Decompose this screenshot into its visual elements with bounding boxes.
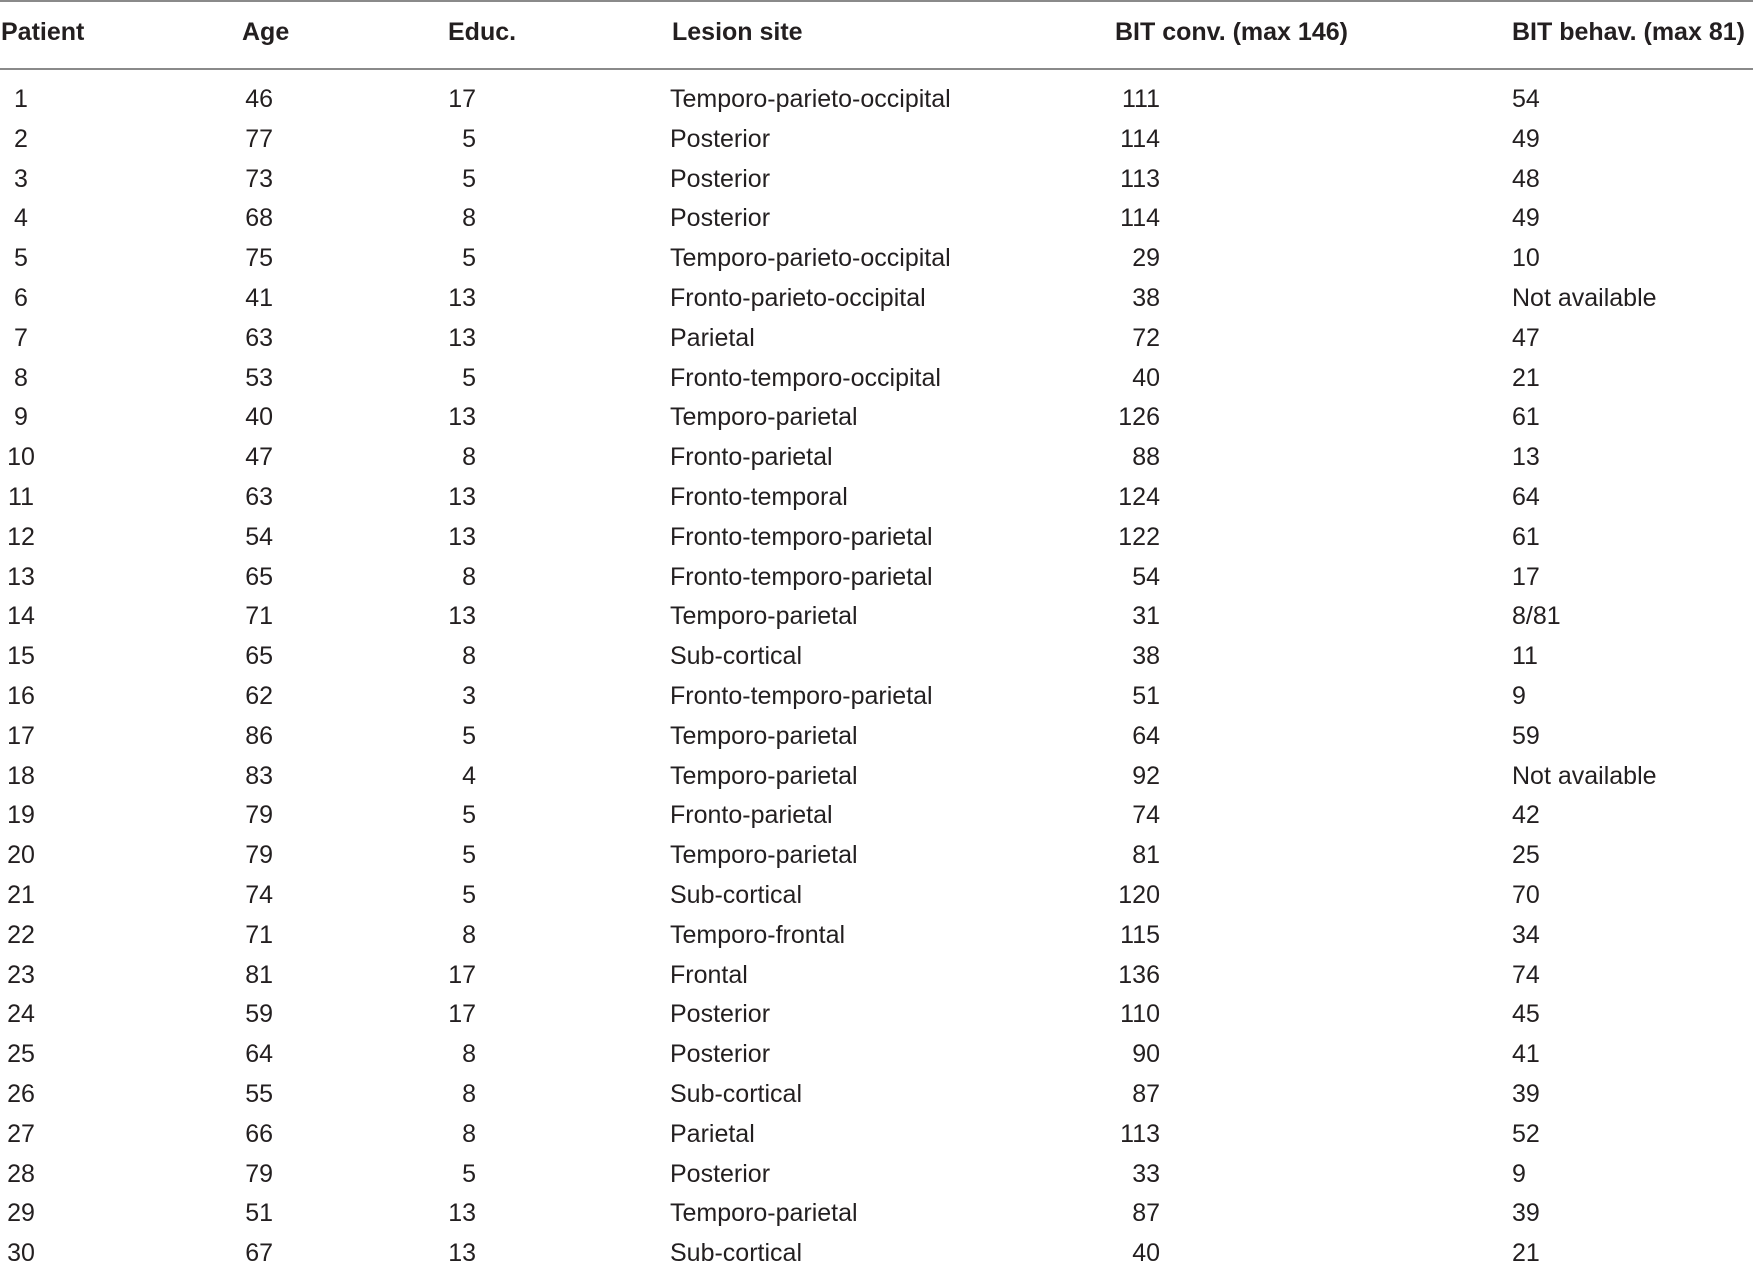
table-top-rule <box>0 0 1753 2</box>
cell-bit-conventional: 38 <box>1132 283 1160 312</box>
cell-education: 8 <box>462 1040 476 1069</box>
table-row <box>0 757 1753 797</box>
header-education: Educ. <box>448 18 517 46</box>
cell-age: 65 <box>245 642 273 671</box>
cell-education: 5 <box>462 721 476 750</box>
cell-patient: 24 <box>7 1000 35 1029</box>
cell-lesion-site: Temporo-parietal <box>670 841 858 870</box>
cell-patient: 19 <box>7 801 35 830</box>
cell-bit-conventional: 31 <box>1132 602 1160 631</box>
cell-age: 71 <box>245 602 273 631</box>
table-row <box>0 319 1753 359</box>
cell-bit-behavioural: 21 <box>1512 1239 1540 1268</box>
table-row <box>0 478 1753 518</box>
cell-lesion-site: Fronto-temporo-occipital <box>670 363 941 392</box>
cell-education: 5 <box>462 841 476 870</box>
cell-bit-behavioural: 70 <box>1512 880 1540 909</box>
cell-patient: 1 <box>14 85 28 113</box>
header-bit-conventional: BIT conv. (max 146) <box>1115 18 1348 46</box>
cell-lesion-site: Temporo-parieto-occipital <box>670 85 951 113</box>
cell-age: 79 <box>245 841 273 870</box>
cell-bit-conventional: 33 <box>1132 1159 1160 1188</box>
cell-age: 73 <box>245 164 273 193</box>
cell-age: 55 <box>245 1079 273 1108</box>
cell-bit-behavioural: 52 <box>1512 1119 1540 1148</box>
cell-bit-behavioural: 74 <box>1512 960 1540 989</box>
cell-patient: 17 <box>7 721 35 750</box>
cell-bit-conventional: 110 <box>1120 1000 1160 1029</box>
cell-age: 71 <box>245 920 273 949</box>
cell-education: 5 <box>462 244 476 273</box>
cell-bit-behavioural: 11 <box>1512 642 1538 671</box>
cell-bit-behavioural: Not available <box>1512 761 1657 790</box>
cell-lesion-site: Sub-cortical <box>670 880 802 909</box>
cell-bit-conventional: 120 <box>1118 880 1160 909</box>
cell-bit-behavioural: 48 <box>1512 164 1540 193</box>
cell-bit-conventional: 113 <box>1120 1119 1160 1148</box>
table-header-rule <box>0 68 1753 70</box>
cell-lesion-site: Fronto-temporal <box>670 482 848 511</box>
cell-patient: 12 <box>7 522 35 551</box>
cell-age: 47 <box>245 443 273 472</box>
cell-bit-behavioural: Not available <box>1512 283 1657 312</box>
cell-lesion-site: Posterior <box>670 204 771 233</box>
cell-bit-conventional: 114 <box>1120 124 1160 153</box>
table-header-row <box>0 10 1753 54</box>
cell-lesion-site: Fronto-parietal <box>670 443 833 472</box>
cell-patient: 22 <box>7 920 35 949</box>
cell-age: 86 <box>245 721 273 750</box>
cell-education: 8 <box>462 204 476 233</box>
cell-education: 13 <box>448 482 476 511</box>
cell-education: 8 <box>462 1079 476 1108</box>
cell-education: 13 <box>448 522 476 551</box>
cell-bit-conventional: 81 <box>1132 841 1160 870</box>
cell-education: 5 <box>462 363 476 392</box>
cell-education: 4 <box>462 761 476 790</box>
cell-education: 17 <box>448 85 476 113</box>
cell-bit-conventional: 40 <box>1132 363 1160 392</box>
cell-patient: 7 <box>14 323 28 352</box>
cell-age: 51 <box>245 1199 273 1228</box>
table-row <box>0 1075 1753 1115</box>
cell-age: 77 <box>245 124 273 153</box>
cell-age: 79 <box>245 801 273 830</box>
cell-lesion-site: Temporo-parietal <box>670 721 858 750</box>
cell-bit-conventional: 114 <box>1120 204 1160 233</box>
cell-age: 53 <box>245 363 273 392</box>
cell-bit-conventional: 29 <box>1132 244 1160 273</box>
cell-bit-behavioural: 25 <box>1512 841 1540 870</box>
table-row <box>0 1234 1753 1274</box>
cell-bit-behavioural: 21 <box>1512 363 1540 392</box>
cell-patient: 4 <box>14 204 28 233</box>
cell-patient: 5 <box>14 244 28 273</box>
table-row <box>0 1155 1753 1195</box>
cell-patient: 8 <box>14 363 28 392</box>
cell-bit-conventional: 92 <box>1132 761 1160 790</box>
cell-bit-behavioural: 54 <box>1512 85 1540 113</box>
table-row <box>0 916 1753 956</box>
cell-patient: 26 <box>7 1079 35 1108</box>
cell-lesion-site: Posterior <box>670 124 771 153</box>
table-row <box>0 876 1753 916</box>
cell-age: 79 <box>245 1159 273 1188</box>
table-body <box>0 80 1753 1274</box>
cell-education: 8 <box>462 920 476 949</box>
cell-age: 83 <box>245 761 273 790</box>
cell-education: 8 <box>462 562 476 591</box>
cell-bit-behavioural: 17 <box>1512 562 1540 591</box>
table-row <box>0 956 1753 996</box>
cell-education: 5 <box>462 880 476 909</box>
table-row <box>0 438 1753 478</box>
cell-patient: 13 <box>7 562 35 591</box>
cell-bit-conventional: 90 <box>1132 1040 1160 1069</box>
cell-bit-behavioural: 47 <box>1512 323 1540 352</box>
cell-lesion-site: Posterior <box>670 1159 771 1188</box>
table-row <box>0 160 1753 200</box>
cell-patient: 20 <box>7 841 35 870</box>
cell-patient: 2 <box>14 124 28 153</box>
cell-bit-behavioural: 10 <box>1512 244 1540 273</box>
table-row <box>0 995 1753 1035</box>
cell-education: 17 <box>448 960 476 989</box>
cell-patient: 6 <box>14 283 28 312</box>
cell-age: 75 <box>245 244 273 273</box>
cell-bit-conventional: 54 <box>1132 562 1160 591</box>
cell-bit-conventional: 72 <box>1132 323 1160 352</box>
cell-bit-behavioural: 49 <box>1512 124 1540 153</box>
cell-bit-conventional: 122 <box>1118 522 1160 551</box>
cell-patient: 30 <box>7 1239 35 1268</box>
table-row <box>0 199 1753 239</box>
cell-patient: 25 <box>7 1040 35 1069</box>
table-row <box>0 120 1753 160</box>
cell-lesion-site: Sub-cortical <box>670 1239 802 1268</box>
cell-age: 74 <box>245 880 273 909</box>
cell-bit-behavioural: 59 <box>1512 721 1540 750</box>
cell-patient: 23 <box>7 960 35 989</box>
cell-patient: 21 <box>7 880 35 909</box>
header-bit-behavioural: BIT behav. (max 81) <box>1512 18 1745 46</box>
cell-lesion-site: Parietal <box>670 1119 755 1148</box>
cell-age: 68 <box>245 204 273 233</box>
cell-education: 13 <box>448 403 476 432</box>
cell-bit-behavioural: 61 <box>1512 403 1540 432</box>
cell-education: 5 <box>462 164 476 193</box>
table-row <box>0 717 1753 757</box>
cell-patient: 16 <box>7 681 35 710</box>
cell-bit-conventional: 38 <box>1132 642 1160 671</box>
cell-lesion-site: Sub-cortical <box>670 1079 802 1108</box>
header-patient: Patient <box>1 18 85 46</box>
cell-education: 13 <box>448 1239 476 1268</box>
cell-bit-behavioural: 64 <box>1512 482 1540 511</box>
table-row <box>0 677 1753 717</box>
cell-bit-conventional: 51 <box>1132 681 1160 710</box>
cell-age: 54 <box>245 522 273 551</box>
cell-lesion-site: Sub-cortical <box>670 642 802 671</box>
cell-bit-conventional: 126 <box>1118 403 1160 432</box>
cell-lesion-site: Posterior <box>670 164 771 193</box>
cell-education: 13 <box>448 1199 476 1228</box>
cell-lesion-site: Fronto-temporo-parietal <box>670 522 933 551</box>
cell-education: 5 <box>462 801 476 830</box>
cell-bit-behavioural: 45 <box>1512 1000 1540 1029</box>
cell-lesion-site: Fronto-temporo-parietal <box>670 562 933 591</box>
cell-bit-conventional: 74 <box>1132 801 1160 830</box>
cell-patient: 15 <box>7 642 35 671</box>
cell-bit-conventional: 40 <box>1132 1239 1160 1268</box>
cell-education: 8 <box>462 443 476 472</box>
table-row <box>0 836 1753 876</box>
table-row <box>0 637 1753 677</box>
cell-lesion-site: Temporo-parieto-occipital <box>670 244 951 273</box>
cell-bit-behavioural: 13 <box>1512 443 1540 472</box>
cell-age: 65 <box>245 562 273 591</box>
cell-patient: 28 <box>7 1159 35 1188</box>
cell-bit-behavioural: 9 <box>1512 681 1526 710</box>
cell-lesion-site: Frontal <box>670 960 748 989</box>
table-row <box>0 1035 1753 1075</box>
cell-age: 41 <box>245 283 273 312</box>
cell-bit-conventional: 136 <box>1118 960 1160 989</box>
cell-bit-behavioural: 34 <box>1512 920 1540 949</box>
cell-bit-conventional: 111 <box>1121 85 1160 113</box>
cell-bit-conventional: 124 <box>1118 482 1160 511</box>
cell-lesion-site: Temporo-frontal <box>670 920 846 949</box>
table-row <box>0 359 1753 399</box>
table-row <box>0 80 1753 120</box>
table-row <box>0 597 1753 637</box>
cell-patient: 27 <box>7 1119 35 1148</box>
table-row <box>0 796 1753 836</box>
cell-lesion-site: Fronto-temporo-parietal <box>670 681 933 710</box>
cell-age: 64 <box>245 1040 273 1069</box>
cell-bit-behavioural: 8/81 <box>1512 602 1561 631</box>
cell-education: 13 <box>448 323 476 352</box>
header-lesion-site: Lesion site <box>672 18 803 46</box>
cell-age: 46 <box>245 85 273 113</box>
cell-bit-conventional: 113 <box>1120 164 1160 193</box>
cell-patient: 11 <box>8 482 34 511</box>
cell-lesion-site: Fronto-parieto-occipital <box>670 283 926 312</box>
cell-lesion-site: Fronto-parietal <box>670 801 833 830</box>
cell-bit-behavioural: 49 <box>1512 204 1540 233</box>
cell-bit-conventional: 115 <box>1120 920 1160 949</box>
table-row <box>0 239 1753 279</box>
cell-bit-behavioural: 42 <box>1512 801 1540 830</box>
cell-bit-behavioural: 41 <box>1512 1040 1540 1069</box>
cell-bit-conventional: 88 <box>1132 443 1160 472</box>
cell-patient: 3 <box>14 164 28 193</box>
table-row <box>0 1115 1753 1155</box>
cell-bit-conventional: 87 <box>1132 1199 1160 1228</box>
cell-lesion-site: Temporo-parietal <box>670 1199 858 1228</box>
cell-age: 81 <box>245 960 273 989</box>
cell-education: 5 <box>462 1159 476 1188</box>
cell-age: 67 <box>245 1239 273 1268</box>
cell-bit-conventional: 87 <box>1132 1079 1160 1108</box>
cell-patient: 10 <box>7 443 35 472</box>
cell-patient: 9 <box>14 403 28 432</box>
cell-patient: 18 <box>7 761 35 790</box>
cell-lesion-site: Posterior <box>670 1040 771 1069</box>
cell-education: 8 <box>462 1119 476 1148</box>
cell-bit-behavioural: 61 <box>1512 522 1540 551</box>
cell-lesion-site: Temporo-parietal <box>670 403 858 432</box>
cell-education: 5 <box>462 124 476 153</box>
cell-bit-behavioural: 39 <box>1512 1199 1540 1228</box>
cell-education: 13 <box>448 283 476 312</box>
cell-age: 62 <box>245 681 273 710</box>
table-row <box>0 518 1753 558</box>
cell-patient: 14 <box>7 602 35 631</box>
cell-education: 17 <box>448 1000 476 1029</box>
cell-lesion-site: Posterior <box>670 1000 771 1029</box>
cell-bit-behavioural: 39 <box>1512 1079 1540 1108</box>
cell-bit-conventional: 64 <box>1132 721 1160 750</box>
cell-patient: 29 <box>7 1199 35 1228</box>
header-age: Age <box>242 18 290 46</box>
cell-lesion-site: Parietal <box>670 323 755 352</box>
cell-age: 66 <box>245 1119 273 1148</box>
table-row <box>0 1194 1753 1234</box>
cell-age: 59 <box>245 1000 273 1029</box>
cell-age: 40 <box>245 403 273 432</box>
cell-lesion-site: Temporo-parietal <box>670 602 858 631</box>
cell-education: 13 <box>448 602 476 631</box>
cell-age: 63 <box>245 323 273 352</box>
cell-lesion-site: Temporo-parietal <box>670 761 858 790</box>
table-row <box>0 558 1753 598</box>
cell-bit-behavioural: 9 <box>1512 1159 1526 1188</box>
cell-education: 8 <box>462 642 476 671</box>
cell-education: 3 <box>462 681 476 710</box>
table-row <box>0 398 1753 438</box>
table-row <box>0 279 1753 319</box>
cell-age: 63 <box>245 482 273 511</box>
